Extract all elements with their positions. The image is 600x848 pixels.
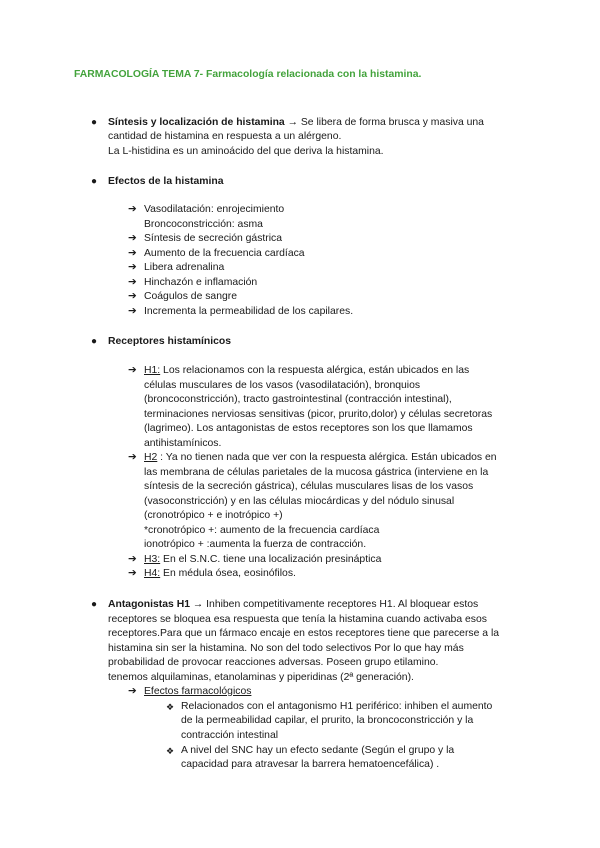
sintesis-text: → Se libera de forma brusca y masiva una <box>284 117 484 128</box>
arrow-icon: ➔ <box>128 452 137 463</box>
efecto-item: Incrementa la permeabilidad de los capilares. <box>144 306 354 317</box>
h2-line: síntesis de la secreción gástrica), células musculares lisas de los vasos <box>144 481 474 492</box>
efecto-item: Libera adrenalina <box>144 262 225 273</box>
h3-label: H3: <box>144 554 161 565</box>
h2-label: H2 <box>144 452 158 463</box>
efecto-item: Broncoconstricción: asma <box>144 219 263 230</box>
antagonistas-heading: Antagonistas H1 <box>108 599 190 610</box>
arrow-icon: ➔ <box>128 686 137 697</box>
antagonistas-line: receptores se bloquea esa respuesta que tenía la histamina cuando activaba esos <box>108 614 487 625</box>
diamond-bullet-icon: ❖ <box>166 702 175 712</box>
sintesis-heading: Síntesis y localización de histamina <box>108 117 285 128</box>
h1-line-1: H1: Los relacionamos con la respuesta alérgica, están ubicados en las <box>144 365 470 376</box>
h3-line: H3: En el S.N.C. tiene una localización presináptica <box>144 554 382 565</box>
bullet-icon: ● <box>91 176 98 187</box>
h1-line: (broncoconstricción), tracto gastrointestinal (contracción intestinal), <box>144 394 452 405</box>
efecto-farm-line: de la permeabilidad capilar, el prurito, la broncoconstricción y la <box>181 715 474 726</box>
arrow-icon: ➔ <box>128 291 137 302</box>
antagonistas-line: histamina sin ser la histamina. No son del todo selectivos Por lo que hay más <box>108 643 464 654</box>
bullet-icon: ● <box>91 117 98 128</box>
efecto-farm-line: Relacionados con el antagonismo H1 periférico: inhiben el aumento <box>181 701 493 712</box>
efecto-item: Coágulos de sangre <box>144 291 238 302</box>
h1-line: terminaciones nerviosas sensitivas (picor, prurito,dolor) y células secretoras <box>144 409 493 420</box>
sintesis-line-3: La L-histidina es un aminoácido del que deriva la histamina. <box>108 146 384 157</box>
arrow-icon: ➔ <box>128 248 137 259</box>
h2-line: (cronotrópico + e inotrópico +) <box>144 510 283 521</box>
arrow-icon: ➔ <box>128 306 137 317</box>
arrow-icon: ➔ <box>128 204 137 215</box>
efecto-farm-line: contracción intestinal <box>181 730 279 741</box>
antagonistas-line: tenemos alquilaminas, etanolaminas y piperidinas (2ª generación). <box>108 672 414 683</box>
efectos-heading: Efectos de la histamina <box>108 176 224 187</box>
receptores-heading: Receptores histamínicos <box>108 336 231 347</box>
h2-line: (vasoconstricción) y en las células miocárdicas y del nódulo sinusal <box>144 496 455 507</box>
antagonistas-line-1: Antagonistas H1 → Inhiben competitivamente receptores H1. Al bloquear estos <box>108 599 479 610</box>
bullet-icon: ● <box>91 336 98 347</box>
arrow-icon: ➔ <box>128 554 137 565</box>
h2-line: las membrana de células parietales de la mucosa gástrica (interviene en la <box>144 467 489 478</box>
efecto-item: Hinchazón e inflamación <box>144 277 258 288</box>
h1-label: H1: <box>144 365 161 376</box>
h4-line: H4: En médula ósea, eosinófilos. <box>144 568 296 579</box>
efecto-item: Síntesis de secreción gástrica <box>144 233 283 244</box>
h1-line: células musculares de los vasos (vasodilatación), bronquios <box>144 380 421 391</box>
h2-line-1: H2 : Ya no tienen nada que ver con la respuesta alérgica. Están ubicados en <box>144 452 497 463</box>
efecto-item: Vasodilatación: enrojecimiento <box>144 204 285 215</box>
h4-label: H4: <box>144 568 161 579</box>
sintesis-line-1 <box>108 116 484 130</box>
document-title: FARMACOLOGÍA TEMA 7- Farmacología relacionada con la histamina. <box>74 69 422 80</box>
efecto-farm-line: capacidad para atravesar la barrera hematoencefálica) . <box>181 759 440 770</box>
h1-line: (lagrimeo). Los antagonistas de estos receptores son los que llamamos <box>144 423 473 434</box>
arrow-icon: ➔ <box>128 277 137 288</box>
efecto-item: Aumento de la frecuencia cardíaca <box>144 248 305 259</box>
arrow-icon: ➔ <box>128 568 137 579</box>
arrow-icon: ➔ <box>128 262 137 273</box>
sintesis-line-2: cantidad de histamina en respuesta a un alérgeno. <box>108 131 342 142</box>
antagonistas-line: receptores.Para que un fármaco encaje en estos receptores tiene que parecerse a la <box>108 628 500 639</box>
efecto-farm-line: A nivel del SNC hay un efecto sedante (Según el grupo y la <box>181 745 455 756</box>
h1-line: antihistamínicos. <box>144 438 222 449</box>
bullet-icon: ● <box>91 599 98 610</box>
arrow-icon: ➔ <box>128 365 137 376</box>
diamond-bullet-icon: ❖ <box>166 746 175 756</box>
h2-line: *cronotrópico +: aumento de la frecuencia cardíaca <box>144 525 380 536</box>
h2-line: ionotrópico + :aumenta la fuerza de contracción. <box>144 539 367 550</box>
efectos-farmacologicos-label: Efectos farmacológicos <box>144 686 252 697</box>
arrow-icon: ➔ <box>128 233 137 244</box>
antagonistas-line: probabilidad de provocar reacciones adversas. Poseen grupo etilamino. <box>108 657 439 668</box>
